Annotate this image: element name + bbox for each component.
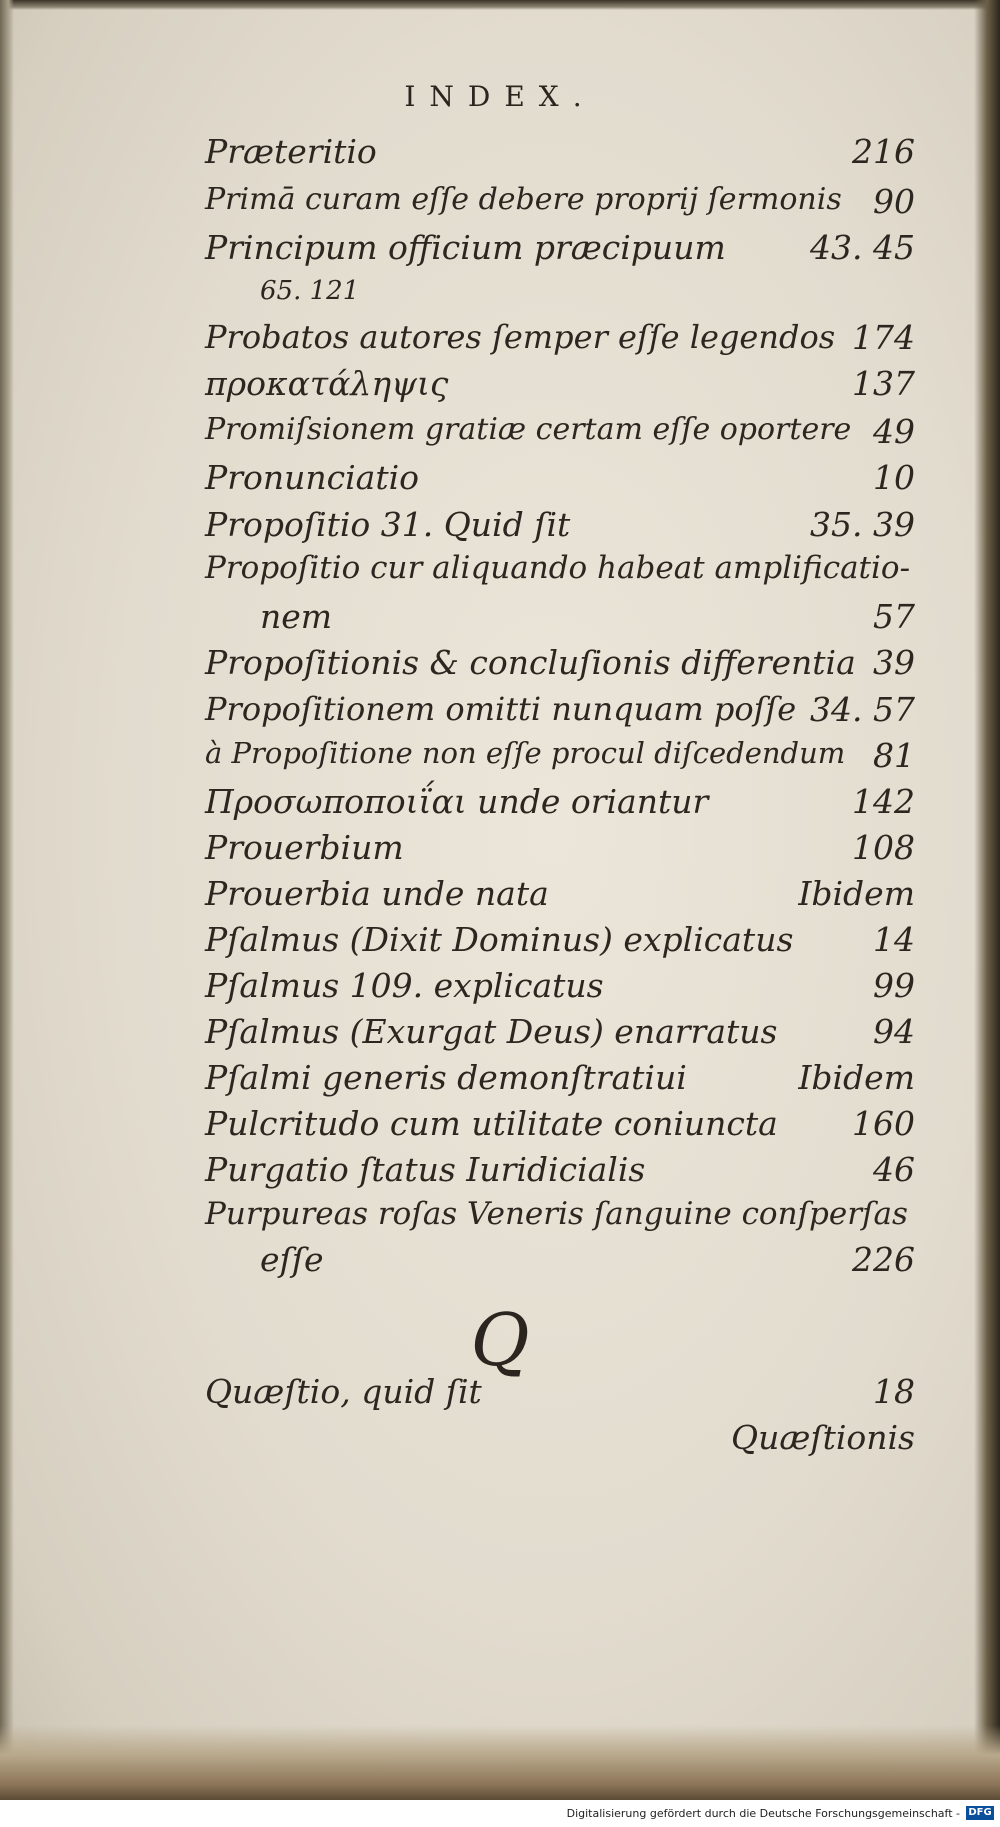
index-entry xyxy=(205,182,915,228)
index-entry-continuation xyxy=(205,276,915,322)
entry-page: 160 xyxy=(852,1104,915,1143)
index-entry xyxy=(205,828,915,874)
entry-term: προκατάληψις xyxy=(205,364,449,403)
index-entry xyxy=(205,920,915,966)
entry-term: Quæſtio, quid ſit xyxy=(205,1372,482,1411)
entry-page: 142 xyxy=(852,782,915,821)
entry-term: Prouerbium xyxy=(205,828,404,867)
index-entry xyxy=(205,550,915,596)
index-entry xyxy=(205,690,915,736)
entry-term: Purpureas roſas Veneris ſanguine conſperſas xyxy=(205,1196,908,1232)
index-entry xyxy=(205,1150,915,1196)
index-entry xyxy=(205,228,915,274)
entry-term: Pſalmi generis demonſtratiui xyxy=(205,1058,687,1097)
entry-page: 46 xyxy=(873,1150,915,1189)
footer-credit: Digitalisierung gefördert durch die Deutsche Forschungsgemeinschaft - xyxy=(566,1807,960,1820)
entry-term: Purgatio ſtatus Iuridicialis xyxy=(205,1150,646,1189)
entry-term: nem xyxy=(260,597,333,636)
entry-page: Ibidem xyxy=(798,1058,915,1097)
entry-page: 35. 39 xyxy=(810,505,915,544)
entry-term: Prouerbia unde nata xyxy=(205,874,549,913)
page-edge-bottom xyxy=(0,1725,1000,1800)
entry-page: 216 xyxy=(852,132,915,171)
entry-term: Principum officium præcipuum xyxy=(205,228,726,267)
entry-term: Propoſitionis & concluſionis differentia xyxy=(205,643,856,682)
entry-term: Promiſsionem gratiæ certam eſſe oportere xyxy=(205,412,852,447)
entry-page: 137 xyxy=(852,364,915,403)
entry-term: Propoſitio 31. Quid ſit xyxy=(205,505,571,544)
entry-page: 99 xyxy=(873,966,915,1005)
index-entry-continuation xyxy=(205,1240,915,1286)
entry-page: 226 xyxy=(852,1240,915,1279)
entry-page: 39 xyxy=(873,643,915,682)
dfg-logo: DFG xyxy=(966,1806,994,1820)
entry-term: 65. 121 xyxy=(260,276,360,306)
entry-term: Προσωποποιΐαι unde oriantur xyxy=(205,782,709,821)
index-entry xyxy=(205,132,915,178)
index-entry xyxy=(205,318,915,364)
entry-page: 108 xyxy=(852,828,915,867)
entry-page: 43. 45 xyxy=(810,228,915,267)
entry-page: 57 xyxy=(873,597,915,636)
index-entry xyxy=(205,505,915,551)
entry-term: Primā curam eſſe debere proprij ſermonis xyxy=(205,182,842,217)
catchword: Quæſtionis xyxy=(731,1418,915,1457)
page-edge-right xyxy=(974,0,1000,1800)
entry-term: Pulcritudo cum utilitate coniuncta xyxy=(205,1104,778,1143)
index-entry xyxy=(205,1196,915,1242)
index-entry xyxy=(205,1372,915,1418)
entry-term: eſſe xyxy=(260,1240,324,1279)
index-entry xyxy=(205,1104,915,1150)
index-entry xyxy=(205,364,915,410)
entry-page: 18 xyxy=(873,1372,915,1411)
entry-term: Pſalmus 109. explicatus xyxy=(205,966,604,1005)
index-entry xyxy=(205,1012,915,1058)
entry-term: Pſalmus (Dixit Dominus) explicatus xyxy=(205,920,794,959)
footer-bar xyxy=(0,1800,1000,1827)
index-entry-continuation xyxy=(205,597,915,643)
page-header: INDEX. xyxy=(404,80,596,113)
index-entry xyxy=(205,782,915,828)
entry-term: à Propoſitione non eſſe procul diſcedendum xyxy=(205,736,846,770)
entry-page: 81 xyxy=(873,736,915,775)
index-entry xyxy=(205,874,915,920)
entry-term: Probatos autores ſemper eſſe legendos xyxy=(205,318,836,356)
index-entry xyxy=(205,458,915,504)
entry-page: 94 xyxy=(873,1012,915,1051)
entry-page: 34. 57 xyxy=(810,690,915,729)
index-entry xyxy=(205,643,915,689)
entry-page: 14 xyxy=(873,920,915,959)
entry-term: Propoſitio cur aliquando habeat amplificatio- xyxy=(205,550,911,586)
entry-term: Propoſitionem omitti nunquam poſſe xyxy=(205,690,797,728)
entry-page: 49 xyxy=(873,412,915,451)
page-edge-left xyxy=(0,0,14,1800)
entry-page: 174 xyxy=(852,318,915,357)
index-entry xyxy=(205,1058,915,1104)
index-entry xyxy=(205,736,915,782)
entry-term: Pronunciatio xyxy=(205,458,420,497)
section-letter: Q xyxy=(470,1298,530,1382)
index-entry xyxy=(205,966,915,1012)
index-entry xyxy=(205,412,915,458)
entry-page: 90 xyxy=(873,182,915,221)
entry-page: 10 xyxy=(873,458,915,497)
entry-page: Ibidem xyxy=(798,874,915,913)
entry-term: Præteritio xyxy=(205,132,377,171)
page-edge-top xyxy=(0,0,1000,10)
entry-term: Pſalmus (Exurgat Deus) enarratus xyxy=(205,1012,778,1051)
